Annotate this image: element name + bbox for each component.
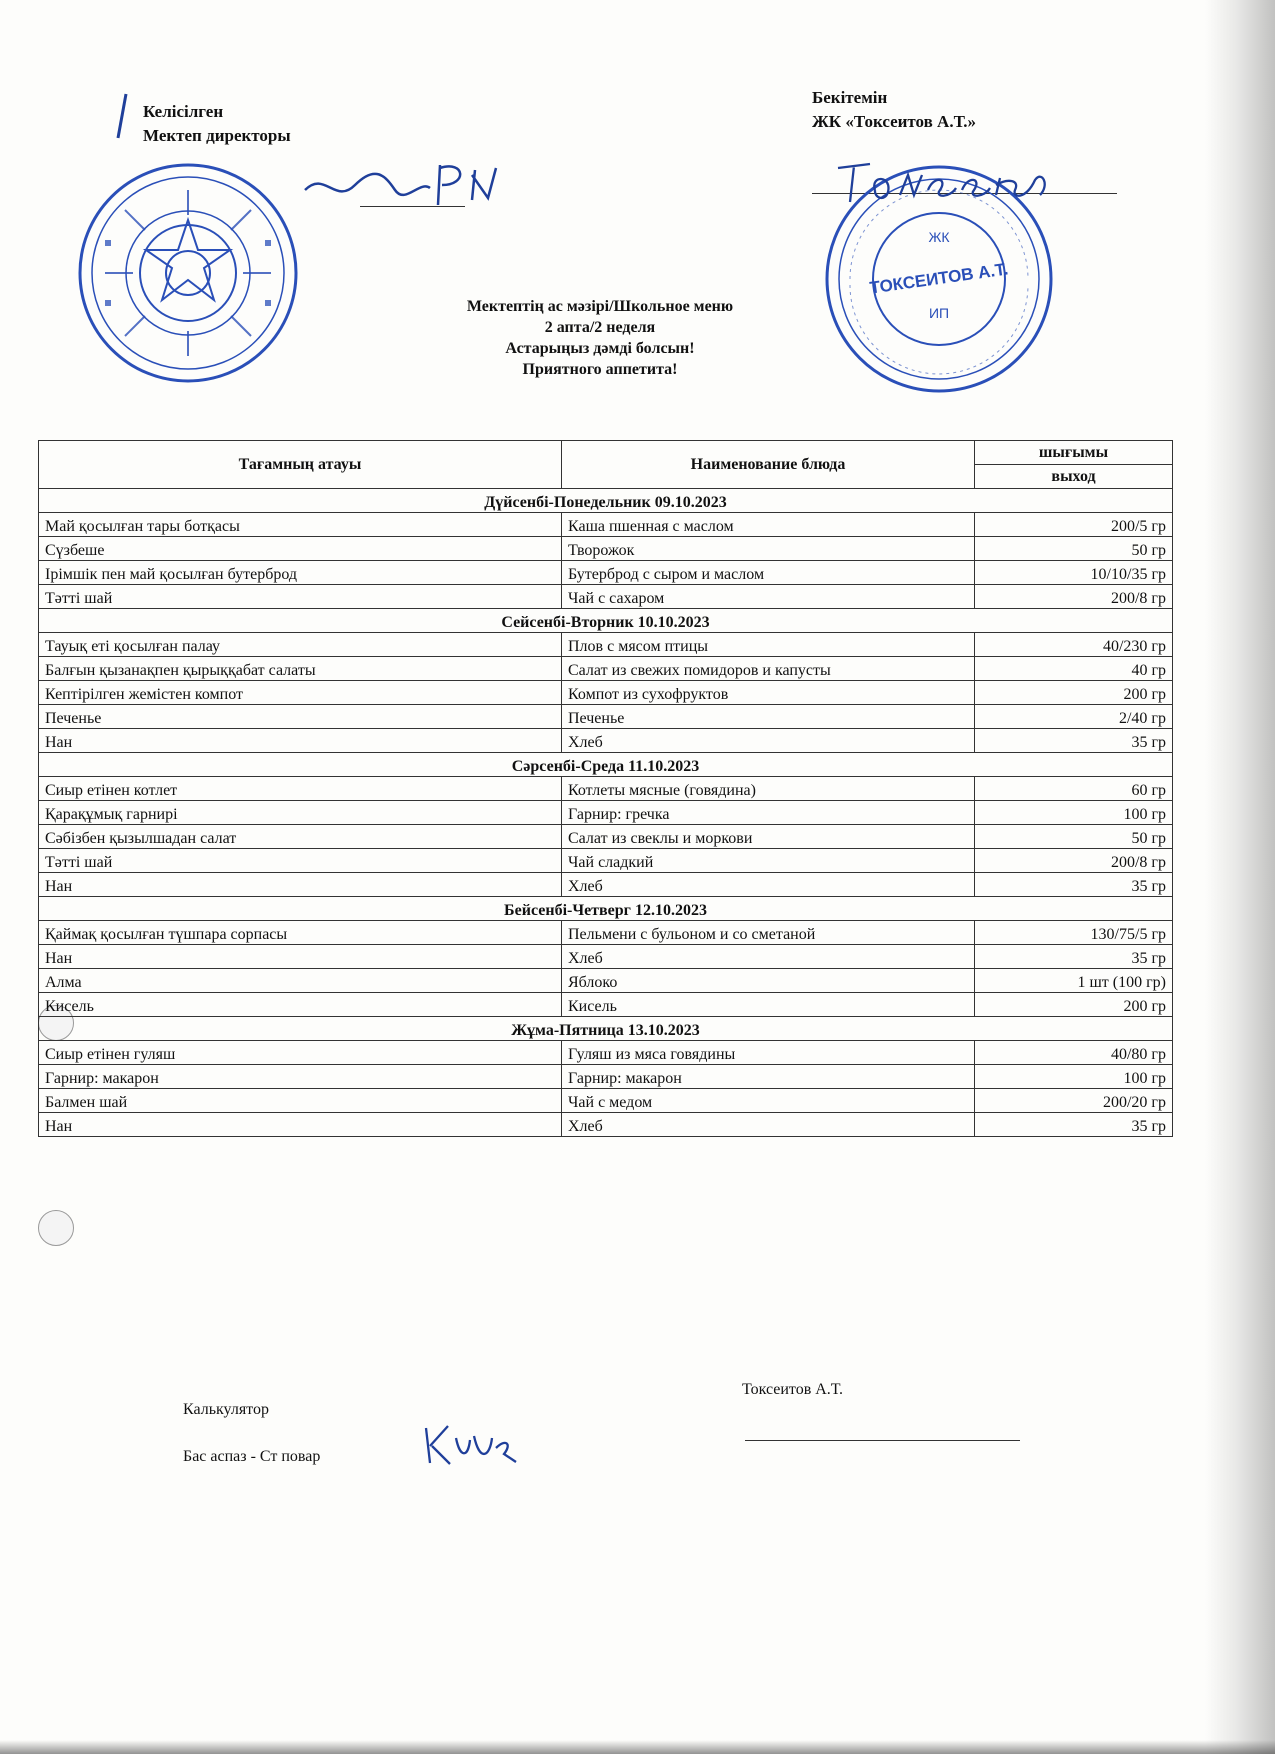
table-row: [39, 537, 1173, 561]
owner-signature: [830, 150, 1060, 210]
dish-name-ru: Салат из свеклы и моркови: [562, 825, 975, 849]
table-row: [39, 1089, 1173, 1113]
table-row: [39, 561, 1173, 585]
dish-name-ru: Хлеб: [562, 729, 975, 753]
dish-name-ru: Яблоко: [562, 969, 975, 993]
company-label: ЖК «Токсеитов А.Т.»: [812, 112, 976, 131]
header-ru-name: Наименование блюда: [562, 441, 975, 489]
dish-output: 1 шт (100 гр): [975, 969, 1173, 993]
dish-name-kz: Сүзбеше: [39, 537, 562, 561]
table-row: [39, 705, 1173, 729]
dish-name-kz: Балғын қызанақпен қырыққабат салаты: [39, 657, 562, 681]
greeting-ru: Приятного аппетита!: [522, 361, 678, 378]
table-row: [39, 1041, 1173, 1065]
dish-output: 35 гр: [975, 729, 1173, 753]
table-row: [39, 1065, 1173, 1089]
table-row: [39, 825, 1173, 849]
dish-name-kz: Тәтті шай: [39, 849, 562, 873]
dish-name-ru: Чай сладкий: [562, 849, 975, 873]
stamp-name: ТОКСЕИТОВ А.Т.: [868, 259, 1010, 298]
table-row: [39, 801, 1173, 825]
dish-name-ru: Хлеб: [562, 945, 975, 969]
dish-name-ru: Чай с сахаром: [562, 585, 975, 609]
dish-name-ru: Хлеб: [562, 1113, 975, 1137]
dish-name-kz: Май қосылған тары ботқасы: [39, 513, 562, 537]
dish-name-ru: Котлеты мясные (говядина): [562, 777, 975, 801]
table-row: [39, 873, 1173, 897]
check-mark: [112, 92, 132, 142]
dish-output: 50 гр: [975, 537, 1173, 561]
day-title: Сейсенбі-Вторник 10.10.2023: [39, 609, 1173, 633]
table-row: [39, 633, 1173, 657]
dish-name-kz: Қарақұмық гарнирі: [39, 801, 562, 825]
director-signature: [300, 150, 510, 220]
day-title: Дүйсенбі-Понедельник 09.10.2023: [39, 489, 1173, 513]
scan-bottom-shadow: [0, 1740, 1275, 1754]
table-header-row: [39, 441, 1173, 465]
table-row: [39, 993, 1173, 1017]
table-row: [39, 849, 1173, 873]
day-title: Бейсенбі-Четверг 12.10.2023: [39, 897, 1173, 921]
dish-name-kz: Қаймақ қосылған түшпара сорпасы: [39, 921, 562, 945]
dish-name-kz: Нан: [39, 729, 562, 753]
dish-output: 100 гр: [975, 1065, 1173, 1089]
day-header-row: [39, 1017, 1173, 1041]
dish-name-ru: Кисель: [562, 993, 975, 1017]
dish-output: 100 гр: [975, 801, 1173, 825]
director-label: Мектеп директоры: [143, 126, 291, 145]
table-row: [39, 513, 1173, 537]
dish-output: 200 гр: [975, 993, 1173, 1017]
dish-output: 60 гр: [975, 777, 1173, 801]
punch-hole: [38, 1210, 74, 1246]
day-header-row: [39, 897, 1173, 921]
dish-name-kz: Балмен шай: [39, 1089, 562, 1113]
day-header-row: [39, 753, 1173, 777]
dish-name-kz: Печенье: [39, 705, 562, 729]
dish-name-kz: Сиыр етінен гуляш: [39, 1041, 562, 1065]
week-label: 2 апта/2 неделя: [544, 319, 656, 336]
dish-output: 200/8 гр: [975, 849, 1173, 873]
school-seal-stamp: [75, 160, 301, 386]
table-row: [39, 729, 1173, 753]
approval-right-block: [812, 86, 976, 134]
dish-output: 200/20 гр: [975, 1089, 1173, 1113]
dish-name-ru: Хлеб: [562, 873, 975, 897]
dish-name-ru: Гарнир: макарон: [562, 1065, 975, 1089]
greeting-kz: Астарыңыз дәмді болсын!: [505, 340, 695, 357]
calculator-label: Калькулятор: [183, 1401, 269, 1418]
header-kz-name: Тағамның атауы: [39, 441, 562, 489]
dish-name-ru: Творожок: [562, 537, 975, 561]
dish-name-kz: Ірімшік пен май қосылған бутерброд: [39, 561, 562, 585]
dish-name-ru: Салат из свежих помидоров и капусты: [562, 657, 975, 681]
dish-name-ru: Гарнир: гречка: [562, 801, 975, 825]
approved-label: Бекітемін: [812, 88, 888, 107]
table-row: [39, 945, 1173, 969]
chef-signature: [420, 1418, 520, 1473]
dish-name-kz: Нан: [39, 1113, 562, 1137]
dish-name-kz: Кисель: [39, 993, 562, 1017]
table-row: [39, 585, 1173, 609]
dish-name-kz: Сәбізбен қызылшадан салат: [39, 825, 562, 849]
dish-name-ru: Чай с медом: [562, 1089, 975, 1113]
table-row: [39, 681, 1173, 705]
dish-output: 35 гр: [975, 945, 1173, 969]
table-row: [39, 657, 1173, 681]
dish-output: 40 гр: [975, 657, 1173, 681]
menu-title: Мектептің ас мәзірі/Школьное меню: [466, 298, 734, 315]
dish-output: 50 гр: [975, 825, 1173, 849]
owner-name: Токсеитов А.Т.: [742, 1381, 843, 1398]
day-header-row: [39, 609, 1173, 633]
menu-title-block: [330, 296, 870, 380]
dish-name-ru: Компот из сухофруктов: [562, 681, 975, 705]
dish-name-kz: Сиыр етінен котлет: [39, 777, 562, 801]
owner-footer-signature-line: [745, 1440, 1020, 1441]
dish-name-ru: Каша пшенная с маслом: [562, 513, 975, 537]
agreed-label: Келісілген: [143, 102, 224, 121]
dish-name-kz: Гарнир: макарон: [39, 1065, 562, 1089]
dish-name-ru: Плов с мясом птицы: [562, 633, 975, 657]
dish-name-kz: Кептірілген жемістен компот: [39, 681, 562, 705]
dish-output: 35 гр: [975, 873, 1173, 897]
dish-name-kz: Нан: [39, 873, 562, 897]
dish-name-ru: Пельмени с бульоном и со сметаной: [562, 921, 975, 945]
table-row: [39, 969, 1173, 993]
chef-label: Бас аспаз - Ст повар: [183, 1448, 321, 1465]
dish-output: 10/10/35 гр: [975, 561, 1173, 585]
dish-name-ru: Бутерброд с сыром и маслом: [562, 561, 975, 585]
dish-name-kz: Алма: [39, 969, 562, 993]
dish-output: 40/80 гр: [975, 1041, 1173, 1065]
dish-output: 200/8 гр: [975, 585, 1173, 609]
stamp-ip-label: ИП: [928, 305, 950, 321]
dish-name-ru: Печенье: [562, 705, 975, 729]
day-title: Сәрсенбі-Среда 11.10.2023: [39, 753, 1173, 777]
stamp-kz-label: ЖК: [928, 229, 950, 245]
header-output-kz: шығымы: [975, 441, 1173, 465]
day-title: Жұма-Пятница 13.10.2023: [39, 1017, 1173, 1041]
dish-output: 200/5 гр: [975, 513, 1173, 537]
dish-output: 200 гр: [975, 681, 1173, 705]
day-header-row: [39, 489, 1173, 513]
dish-output: 2/40 гр: [975, 705, 1173, 729]
dish-name-kz: Тауық еті қосылған палау: [39, 633, 562, 657]
header-output-ru: выход: [975, 465, 1173, 489]
table-row: [39, 777, 1173, 801]
dish-name-kz: Нан: [39, 945, 562, 969]
approval-left-block: [143, 100, 291, 148]
dish-output: 40/230 гр: [975, 633, 1173, 657]
dish-output: 130/75/5 гр: [975, 921, 1173, 945]
menu-table: [38, 440, 1173, 1137]
scan-edge-shadow: [1205, 0, 1275, 1754]
dish-output: 35 гр: [975, 1113, 1173, 1137]
dish-name-kz: Тәтті шай: [39, 585, 562, 609]
table-row: [39, 921, 1173, 945]
dish-name-ru: Гуляш из мяса говядины: [562, 1041, 975, 1065]
table-row: [39, 1113, 1173, 1137]
